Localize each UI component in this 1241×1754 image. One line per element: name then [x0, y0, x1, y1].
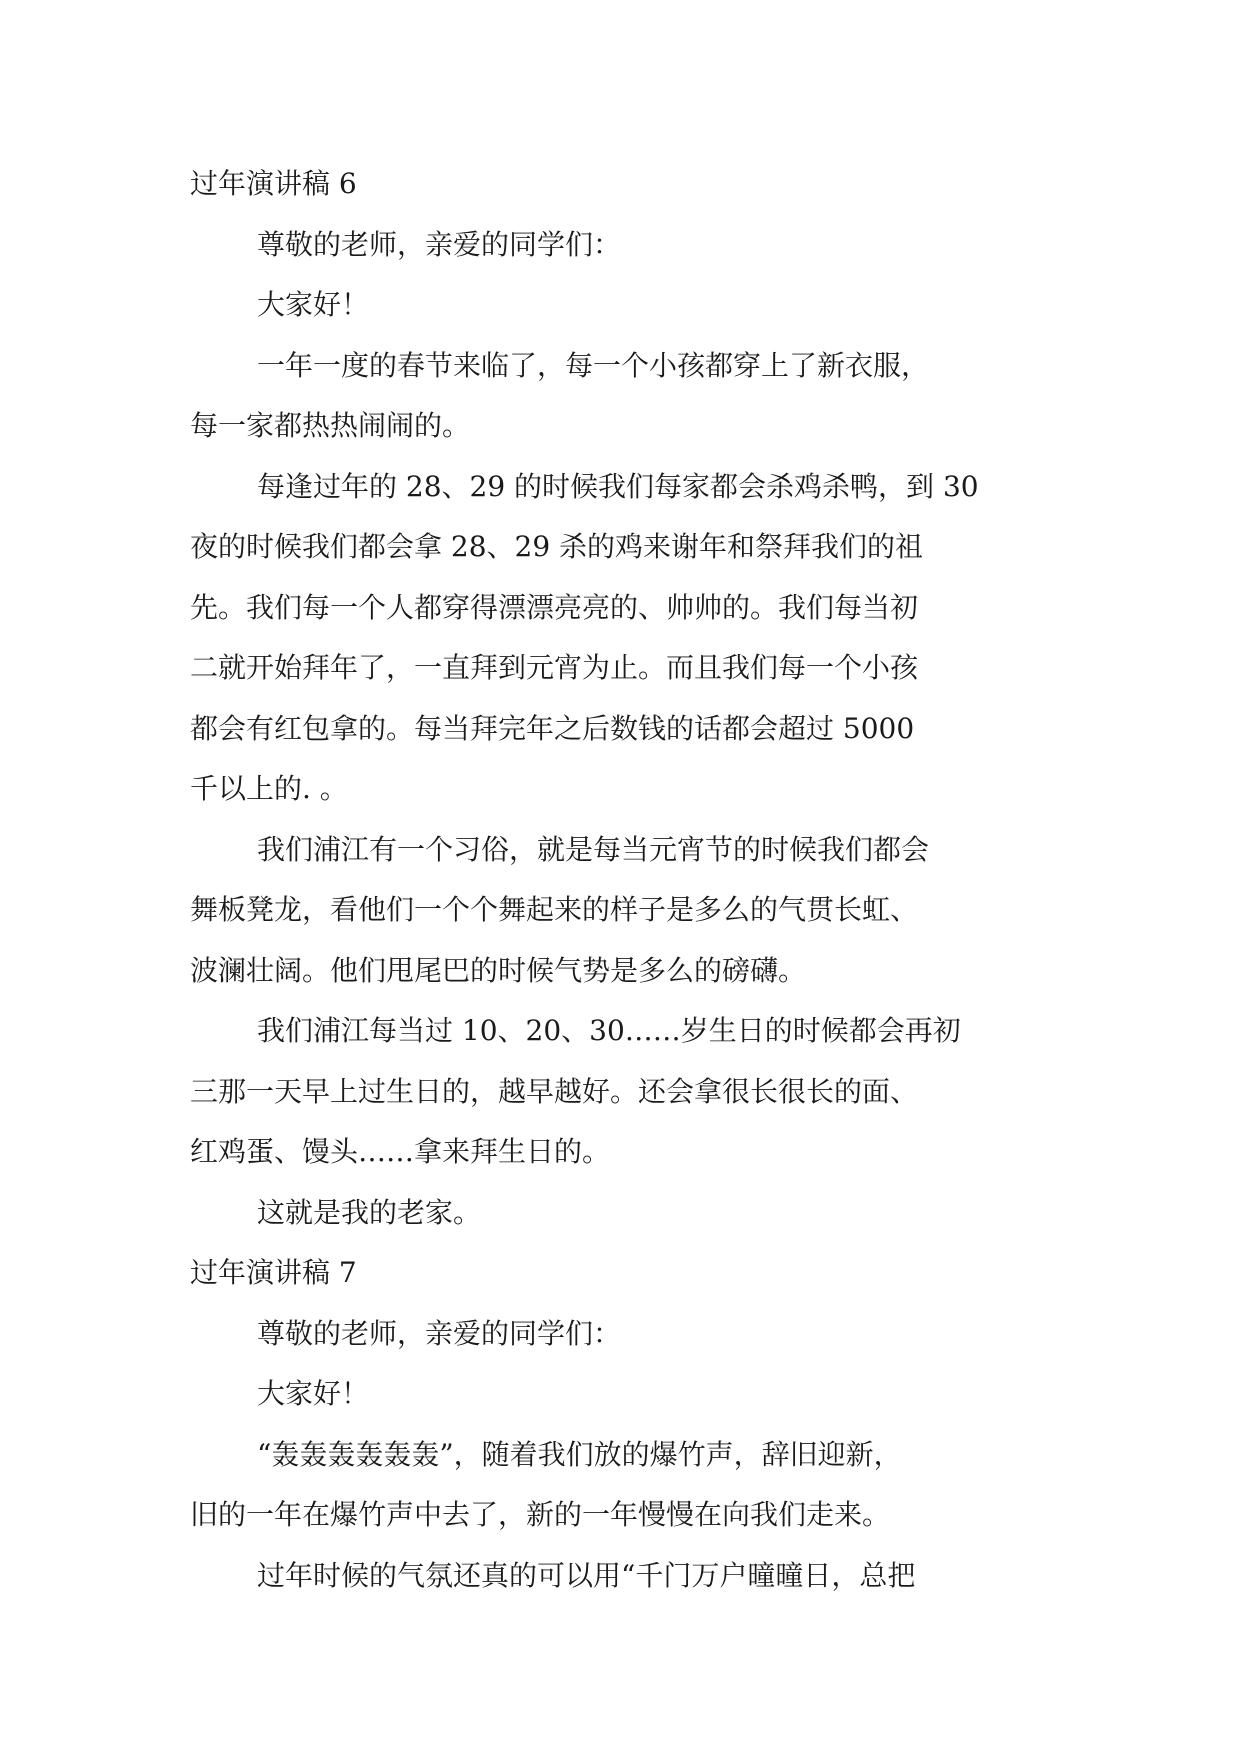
paragraph-line: 夜的时候我们都会拿 28、29 杀的鸡来谢年和祭拜我们的祖 — [190, 530, 924, 563]
paragraph-line: 红鸡蛋、馒头……拿来拜生日的。 — [190, 1135, 611, 1168]
paragraph-line: 这就是我的老家。 — [257, 1196, 482, 1229]
paragraph-line: 每逢过年的 28、29 的时候我们每家都会杀鸡杀鸭，到 30 — [257, 470, 979, 503]
paragraph-line: 每一家都热热闹闹的。 — [190, 409, 471, 442]
section-title: 过年演讲稿 7 — [190, 1256, 357, 1289]
paragraph-line: “轰轰轰轰轰轰”，随着我们放的爆竹声，辞旧迎新， — [257, 1438, 902, 1471]
paragraph-line: 舞板凳龙，看他们一个个舞起来的样子是多么的气贯长虹、 — [190, 893, 919, 926]
paragraph-line: 先。我们每一个人都穿得漂漂亮亮的、帅帅的。我们每当初 — [190, 591, 919, 624]
salutation: 尊敬的老师，亲爱的同学们： — [257, 228, 622, 261]
paragraph-line: 三那一天早上过生日的，越早越好。还会拿很长很长的面、 — [190, 1075, 919, 1108]
greeting: 大家好！ — [257, 288, 370, 321]
paragraph-line: 千以上的. 。 — [190, 772, 348, 805]
paragraph-line: 波澜壮阔。他们甩尾巴的时候气势是多么的磅礴。 — [190, 954, 807, 987]
paragraph-line: 过年时候的气氛还真的可以用“千门万户曈曈日，总把 — [257, 1559, 916, 1592]
paragraph-line: 一年一度的春节来临了，每一个小孩都穿上了新衣服， — [257, 349, 930, 382]
paragraph-line: 二就开始拜年了，一直拜到元宵为止。而且我们每一个小孩 — [190, 651, 919, 684]
salutation: 尊敬的老师，亲爱的同学们： — [257, 1317, 622, 1350]
greeting: 大家好！ — [257, 1377, 370, 1410]
paragraph-line: 我们浦江有一个习俗，就是每当元宵节的时候我们都会 — [257, 833, 930, 866]
paragraph-line: 都会有红包拿的。每当拜完年之后数钱的话都会超过 5000 — [190, 712, 915, 745]
section-title: 过年演讲稿 6 — [190, 167, 357, 200]
paragraph-line: 我们浦江每当过 10、20、30……岁生日的时候都会再初 — [257, 1014, 961, 1047]
paragraph-line: 旧的一年在爆竹声中去了，新的一年慢慢在向我们走来。 — [190, 1498, 891, 1531]
